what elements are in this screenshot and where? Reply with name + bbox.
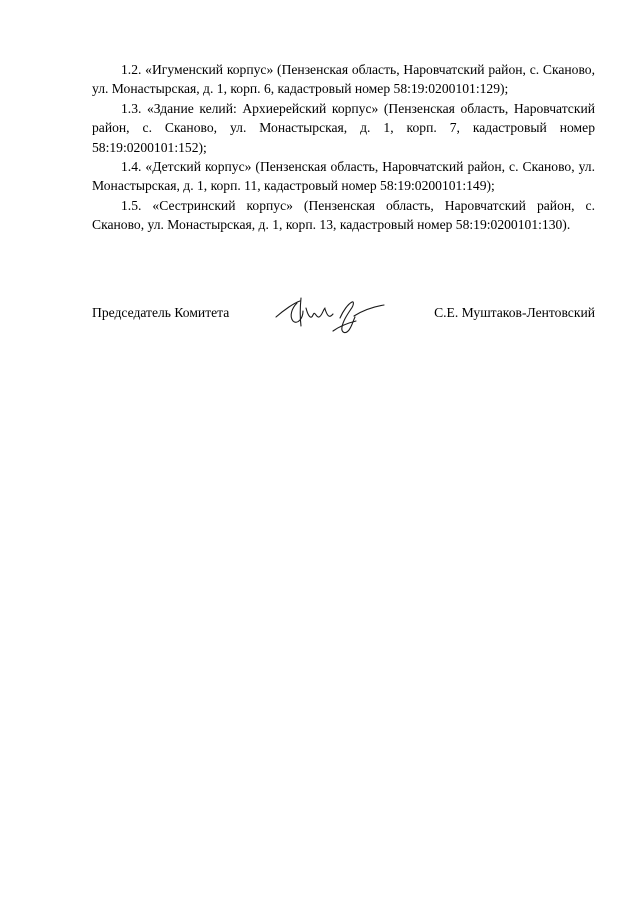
document-body <box>92 60 595 235</box>
paragraph-1-2: 1.2. «Игуменский корпус» (Пензенская область, Наровчатский район, с. Сканово, ул. Монастырская, д. 1, корп. 6, кадастровый номер 58:19:0200101:129); <box>92 62 595 97</box>
handwritten-signature <box>270 294 390 342</box>
paragraph-1-5: 1.5. «Сестринский корпус» (Пензенская область, Наровчатский район, с. Сканово, ул. Монастырская, д. 1, корп. 13, кадастровый номер 58:19:0200101:130). <box>92 197 595 233</box>
signatory-name: С.Е. Муштаков-Лентовский <box>434 305 595 320</box>
paragraph-1-4: 1.4. «Детский корпус» (Пензенская область, Наровчатский район, с. Сканово, ул. Монастырская, д. 1, корп. 11, кадастровый номер 58:19:0200101:149); <box>92 159 595 194</box>
signatory-title: Председатель Комитета <box>92 305 230 320</box>
paragraph-1-3: 1.3. «Здание келий: Архиерейский корпус» (Пензенская область, Наровчатский район, с. Сканово, ул. Монастырская, д. 1, корп. 7, кадастровый номер 58:19:0200101:152); <box>92 100 595 155</box>
signature-block <box>92 294 595 344</box>
